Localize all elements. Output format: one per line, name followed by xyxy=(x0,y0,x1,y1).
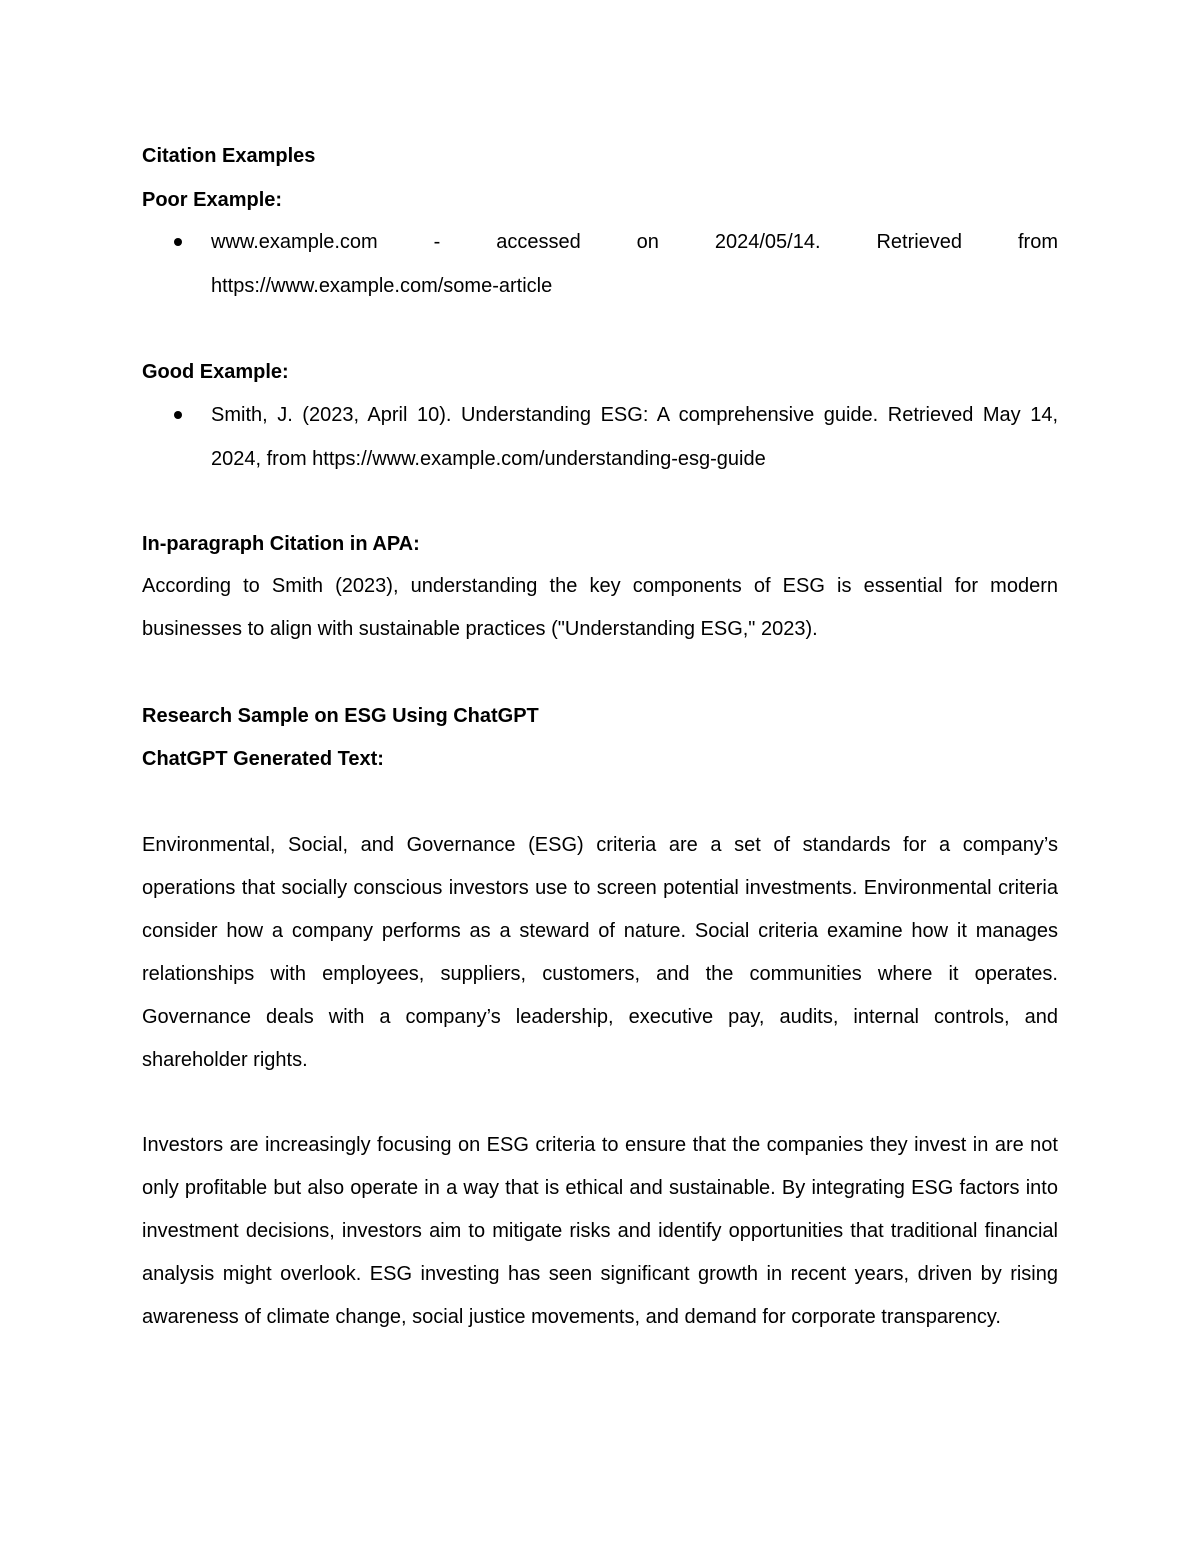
chatgpt-generated-label: ChatGPT Generated Text: xyxy=(142,748,384,770)
bullet-icon xyxy=(174,411,182,419)
poor-example-label: Poor Example: xyxy=(142,189,283,211)
poor-example-line-2: https://www.example.com/some-article xyxy=(211,275,553,297)
esg-paragraph-2: Investors are increasingly focusing on ESG criteria to ensure that the companies they invest in are not only profitable but also operate in a way that is ethical and sustainable. By integrating ESG factors into investment decisions, investors aim to mitigate risks and identify opportunities that traditional financial analysis might overlook. ESG investing has seen significant growth in recent years, driven by rising awareness of climate change, social justice movements, and demand for corporate transparency. xyxy=(142,1134,1058,1328)
poor-example-line-1: www.example.com - accessed on 2024/05/14. Retrieved from xyxy=(211,231,1058,253)
in-paragraph-citation-label: In-paragraph Citation in APA: xyxy=(142,533,420,555)
esg-paragraph-1: Environmental, Social, and Governance (ESG) criteria are a set of standards for a company’s operations that socially conscious investors use to screen potential investments. Environmental criteria consider how a company performs as a steward of nature. Social criteria examine how it manages relationships with employees, suppliers, customers, and the communities where it operates. Governance deals with a company’s leadership, executive pay, audits, internal controls, and shareholder rights. xyxy=(142,834,1058,1071)
good-example-citation: Smith, J. (2023, April 10). Understanding ESG: A comprehensive guide. Retrieved May 14, 2024, from https://www.example.com/understanding-esg-guide xyxy=(211,404,1058,470)
good-example-label: Good Example: xyxy=(142,361,289,383)
citation-examples-heading: Citation Examples xyxy=(142,145,316,167)
in-paragraph-citation-text: According to Smith (2023), understanding the key components of ESG is essential for modern businesses to align with sustainable practices ("Understanding ESG," 2023). xyxy=(142,575,1058,640)
research-sample-heading: Research Sample on ESG Using ChatGPT xyxy=(142,705,539,727)
bullet-icon xyxy=(174,238,182,246)
